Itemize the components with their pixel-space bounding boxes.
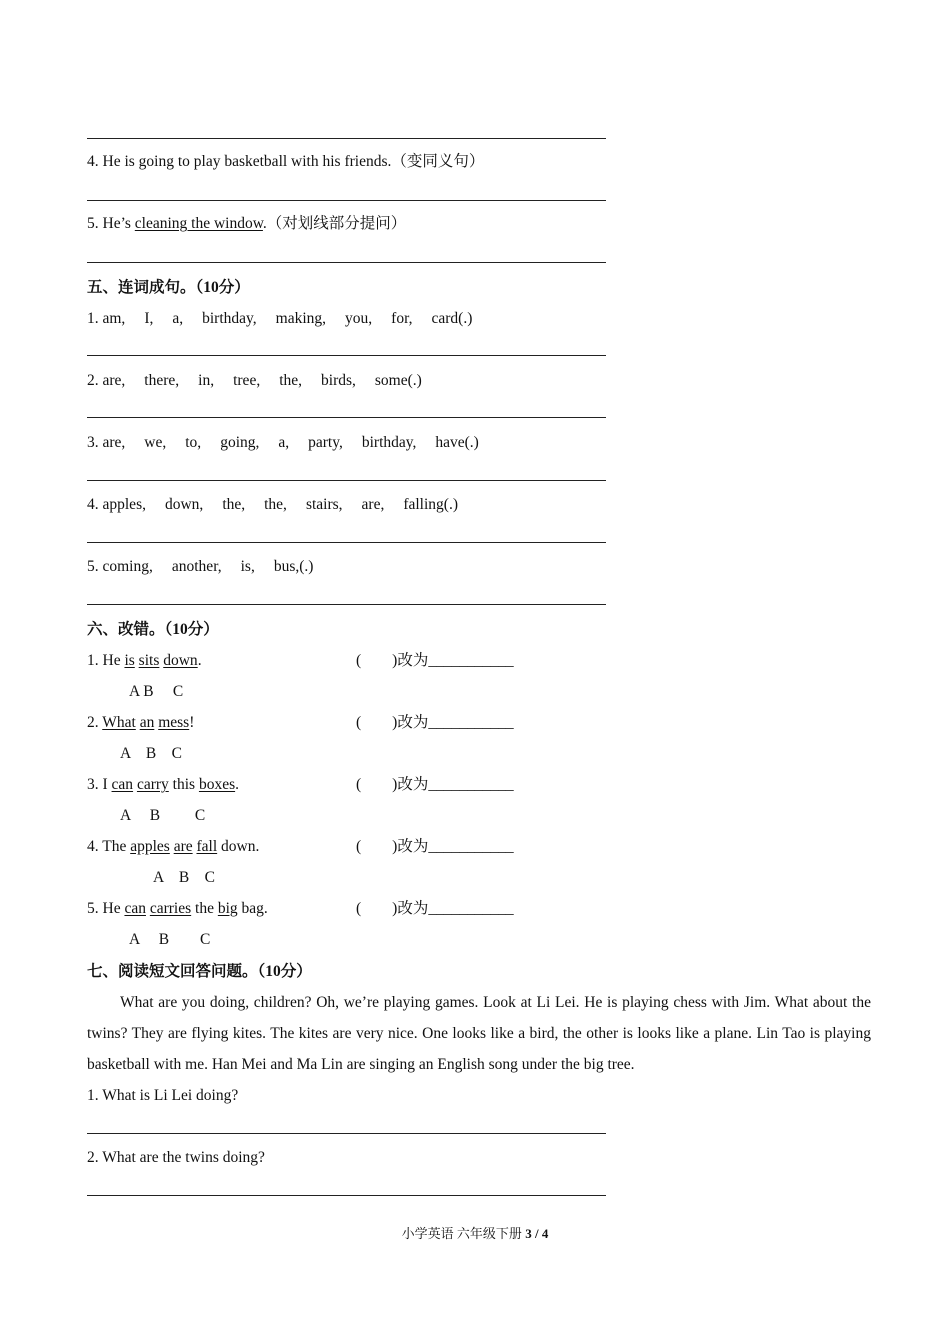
word: for, bbox=[391, 310, 413, 327]
part5-title: 五、连词成句。 bbox=[87, 278, 196, 296]
answer-line[interactable] bbox=[87, 480, 606, 481]
part7-points: （10分） bbox=[257, 963, 312, 980]
page-number: 3 bbox=[525, 1226, 532, 1241]
correction-blank[interactable]: ( )改为___________ bbox=[356, 776, 514, 793]
part6-title: 六、改错。 bbox=[87, 620, 165, 638]
part7-question-2: 2. What are the twins doing? bbox=[87, 1149, 265, 1166]
word: is, bbox=[240, 558, 255, 575]
passage-text: What are you doing, children? Oh, we’re playing games. Look at Li Lei. He is playing chess with Jim. What about the twins? They are flying kites. The kites are very nice. One looks like a bird, the other is looks like a plane. Lin Tao is playing basketball with me. Han Mei and Ma Lin are singing an English song under the big tree. bbox=[87, 994, 871, 1073]
correction-blank[interactable]: ( )改为___________ bbox=[356, 714, 514, 731]
word: have(.) bbox=[435, 434, 479, 451]
word: birthday, bbox=[361, 434, 417, 451]
part5-question-3 bbox=[87, 433, 498, 453]
page-footer: 小学英语 六年级下册 3 / 4 bbox=[401, 1226, 549, 1241]
word: stairs, bbox=[305, 496, 343, 513]
part6-question-1: 1. He is sits down. bbox=[87, 652, 202, 669]
word: a, bbox=[278, 434, 290, 451]
word: card(.) bbox=[431, 310, 473, 327]
part5-points: （10分） bbox=[195, 279, 250, 296]
part5-question-5 bbox=[87, 557, 332, 577]
answer-line[interactable] bbox=[87, 417, 606, 418]
word: 2. are, bbox=[87, 372, 126, 389]
word: bus,(.) bbox=[273, 558, 314, 575]
word: making, bbox=[275, 310, 327, 327]
word: there, bbox=[144, 372, 180, 389]
option-labels: A B C bbox=[129, 683, 184, 700]
answer-line[interactable] bbox=[87, 1133, 606, 1134]
part4-question-5 bbox=[87, 214, 406, 234]
answer-line[interactable] bbox=[87, 542, 606, 543]
part5-heading bbox=[87, 277, 250, 298]
word: falling(.) bbox=[403, 496, 458, 513]
answer-line[interactable] bbox=[87, 355, 606, 356]
part6-question-5: 5. He can carries the big bag. bbox=[87, 900, 268, 917]
q5-prefix: 5. He’s bbox=[87, 215, 135, 232]
answer-line[interactable] bbox=[87, 262, 606, 263]
correction-blank[interactable]: ( )改为___________ bbox=[356, 838, 514, 855]
word: 3. are, bbox=[87, 434, 126, 451]
word: we, bbox=[144, 434, 167, 451]
part4-question-4: 4. He is going to play basketball with his friends.（变同义句） bbox=[87, 153, 485, 170]
word: 1. am, bbox=[87, 310, 126, 327]
part6-heading bbox=[87, 619, 219, 640]
answer-line[interactable] bbox=[87, 200, 606, 201]
part6-points: （10分） bbox=[164, 621, 219, 638]
page-total: 4 bbox=[541, 1226, 549, 1241]
word: the, bbox=[264, 496, 287, 513]
part6-question-3: 3. I can carry this boxes. bbox=[87, 776, 239, 793]
part6-question-2: 2. What an mess! bbox=[87, 714, 195, 731]
answer-line[interactable] bbox=[87, 604, 606, 605]
part7-question-1: 1. What is Li Lei doing? bbox=[87, 1087, 239, 1104]
word: down, bbox=[164, 496, 204, 513]
word: in, bbox=[198, 372, 215, 389]
part6-question-4: 4. The apples are fall down. bbox=[87, 838, 260, 855]
part5-question-4 bbox=[87, 495, 477, 515]
word: you, bbox=[345, 310, 373, 327]
correction-blank[interactable]: ( )改为___________ bbox=[356, 900, 514, 917]
correction-blank[interactable]: ( )改为___________ bbox=[356, 652, 514, 669]
word: birds, bbox=[321, 372, 356, 389]
answer-line[interactable] bbox=[87, 138, 606, 139]
word: the, bbox=[222, 496, 246, 513]
word: the, bbox=[279, 372, 303, 389]
answer-line[interactable] bbox=[87, 1195, 606, 1196]
part5-question-1 bbox=[87, 309, 491, 329]
word: party, bbox=[308, 434, 343, 451]
word: 5. coming, bbox=[87, 558, 153, 575]
word: birthday, bbox=[202, 310, 257, 327]
word: tree, bbox=[233, 372, 261, 389]
option-labels: A B C bbox=[120, 745, 183, 762]
word: going, bbox=[220, 434, 260, 451]
word: to, bbox=[185, 434, 202, 451]
word: I, bbox=[144, 310, 154, 327]
part5-question-2 bbox=[87, 371, 441, 391]
word: are, bbox=[361, 496, 385, 513]
word: a, bbox=[172, 310, 184, 327]
part7-title: 七、阅读短文回答问题。 bbox=[87, 962, 258, 980]
option-labels: A B C bbox=[153, 869, 216, 886]
q5-suffix: .（对划线部分提问） bbox=[262, 215, 407, 232]
footer-label: 小学英语 六年级下册 bbox=[401, 1226, 526, 1241]
option-labels: A B C bbox=[129, 931, 211, 948]
option-labels: A B C bbox=[120, 807, 206, 824]
q5-underlined-phrase: cleaning the window bbox=[134, 215, 263, 232]
part7-heading bbox=[87, 961, 312, 982]
word: some(.) bbox=[374, 372, 422, 389]
word: 4. apples, bbox=[87, 496, 146, 513]
word: another, bbox=[171, 558, 222, 575]
reading-passage bbox=[87, 987, 871, 1080]
